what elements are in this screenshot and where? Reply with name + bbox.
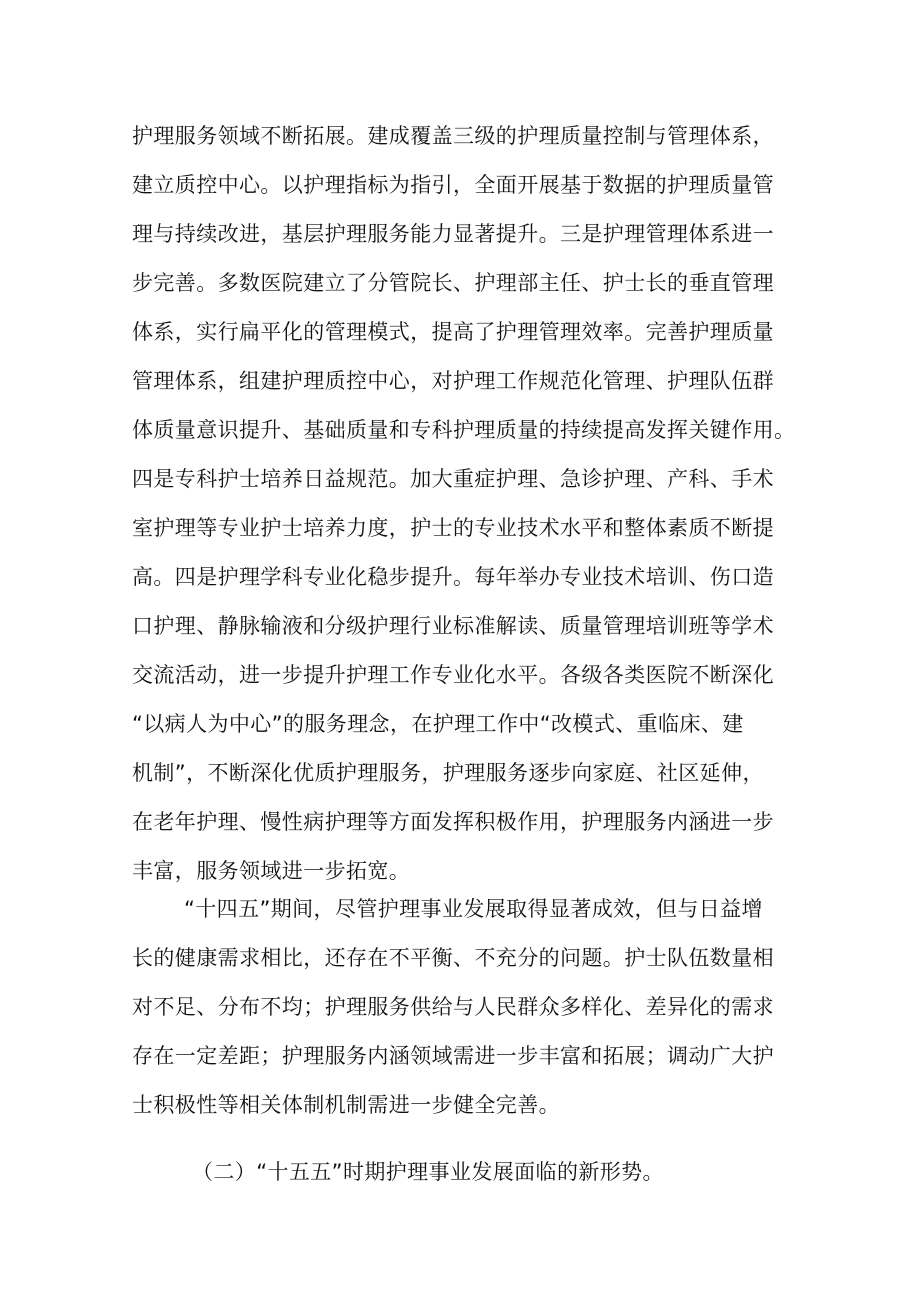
text-line: 建立质控中心。以护理指标为指引，全面开展基于数据的护理质量管: [132, 173, 774, 197]
text-line: 在老年护理、慢性病护理等方面发挥积极作用，护理服务内涵进一步: [132, 810, 774, 834]
text-line: 步完善。多数医院建立了分管院长、护理部主任、护士长的垂直管理: [132, 271, 774, 295]
text-line: 理与持续改进，基层护理服务能力显著提升。三是护理管理体系进一: [132, 222, 774, 246]
text-line: 体质量意识提升、基础质量和专科护理质量的持续提高发挥关键作用。: [132, 418, 796, 442]
text-line: 机制”，不断深化优质护理服务，护理服务逐步向家庭、社区延伸，: [132, 761, 764, 785]
text-line: 存在一定差距；护理服务内涵领域需进一步丰富和拓展；调动广大护: [132, 1044, 774, 1068]
section-heading: [132, 1148, 792, 1197]
text-line: 长的健康需求相比，还存在不平衡、不充分的问题。护士队伍数量相: [132, 946, 774, 970]
text-line: “以病人为中心”的服务理念，在护理工作中“改模式、重临床、建: [132, 712, 744, 736]
text-line: 护理服务领域不断拓展。建成覆盖三级的护理质量控制与管理体系，: [132, 124, 774, 148]
paragraph-nursing-achievements: [132, 112, 796, 896]
text-line: 交流活动，进一步提升护理工作专业化水平。各级各类医院不断深化: [132, 663, 774, 687]
text-line: 丰富，服务领域进一步拓宽。: [132, 859, 411, 883]
text-line: 四是专科护士培养日益规范。加大重症护理、急诊护理、产科、手术: [132, 467, 774, 491]
section-heading-text: （二）“十五五”时期护理事业发展面临的新形势。: [192, 1160, 664, 1184]
text-line: 室护理等专业护士培养力度，护士的专业技术水平和整体素质不断提: [132, 516, 774, 540]
text-line: 管理体系，组建护理质控中心，对护理工作规范化管理、护理队伍群: [132, 369, 774, 393]
text-line: 体系，实行扁平化的管理模式，提高了护理管理效率。完善护理质量: [132, 320, 774, 344]
paragraph-14th-five-year-issues: [132, 885, 792, 1130]
text-line: 口护理、静脉输液和分级护理行业标准解读、质量管理培训班等学术: [132, 614, 774, 638]
text-line: 对不足、分布不均；护理服务供给与人民群众多样化、差异化的需求: [132, 995, 774, 1019]
text-line: “十四五”期间，尽管护理事业发展取得显著成效，但与日益增: [184, 897, 763, 921]
text-line: 士积极性等相关体制机制需进一步健全完善。: [132, 1093, 560, 1117]
text-line: 高。四是护理学科专业化稳步提升。每年举办专业技术培训、伤口造: [132, 565, 774, 589]
